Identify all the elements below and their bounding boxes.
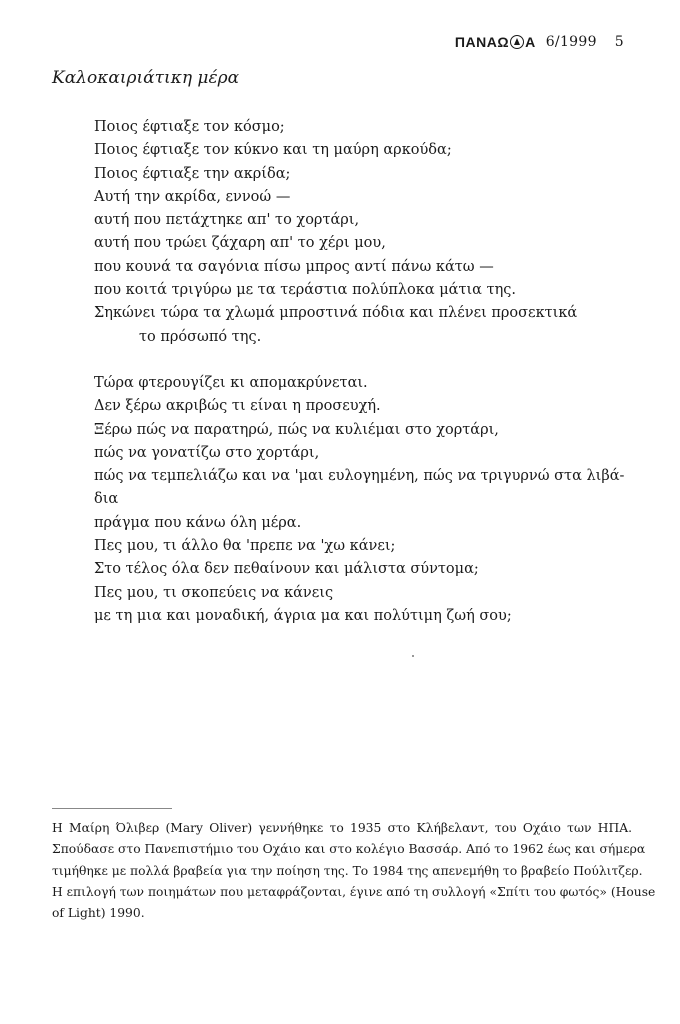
- poem-line: Ποιος έφτιαξε τον κύκνο και τη μαύρη αρκούδα;: [94, 142, 452, 159]
- footnote-divider: [52, 808, 172, 809]
- issue-number: 6/1999: [545, 34, 597, 50]
- poem-line: Ξέρω πώς να παρατηρώ, πώς να κυλιέμαι στο χορτάρι,: [94, 421, 499, 438]
- poem-title: Καλοκαιριάτικη μέρα: [52, 68, 240, 88]
- stanza-1: [94, 116, 634, 349]
- poem-line: Πες μου, τι σκοπεύεις να κάνεις: [94, 584, 334, 601]
- logo-emblem-icon: [510, 35, 524, 49]
- poem-line: Τώρα φτερουγίζει κι απομακρύνεται.: [94, 374, 368, 391]
- poem-line: αυτή που τρώει ζάχαρη απ' το χέρι μου,: [94, 235, 386, 252]
- poem-line: πράγμα που κάνω όλη μέρα.: [94, 514, 302, 531]
- logo-text-right: Α: [525, 34, 536, 50]
- poem-line-indented: το πρόσωπό της.: [139, 328, 262, 345]
- footnote-line: τιμήθηκε με πολλά βραβεία για την ποίηση της. Το 1984 της απενεμήθη το βραβείο Πούλιτζερ.: [52, 863, 643, 878]
- poem-line: αυτή που πετάχτηκε απ' το χορτάρι,: [94, 212, 360, 229]
- magazine-logo: [455, 34, 536, 50]
- poem-line: με τη μια και μοναδική, άγρια μα και πολύτιμη ζωή σου;: [94, 607, 512, 624]
- page-number: 5: [614, 34, 624, 50]
- poem-line: που κοιτά τριγύρω με τα τεράστια πολύπλοκα μάτια της.: [94, 282, 517, 299]
- logo-text-left: ΠΑΝΑΩ: [454, 34, 510, 50]
- print-speck: [412, 655, 414, 657]
- poem-line: Σηκώνει τώρα τα χλωμά μπροστινά πόδια και πλένει προσεκτικά: [94, 305, 578, 322]
- footnote-line: Η Μαίρη Όλιβερ (Mary Oliver) γεννήθηκε το 1935 στο Κλήβελαντ, του Οχάιο των ΗΠΑ.: [52, 821, 632, 835]
- poem-body: [94, 116, 634, 628]
- poem-line: πώς να τεμπελιάζω και να 'μαι ευλογημένη, πώς να τριγυρνώ στα λιβά-: [94, 468, 625, 485]
- poem-line: Ποιος έφτιαξε τον κόσμο;: [94, 119, 285, 135]
- footnote-line: Η επιλογή των ποιημάτων που μεταφράζονται, έγινε από τη συλλογή «Σπίτι του φωτός» (House: [52, 884, 656, 899]
- author-footnote: [52, 818, 656, 924]
- stanza-break: [94, 349, 634, 372]
- poem-line: Ποιος έφτιαξε την ακρίδα;: [94, 165, 291, 182]
- poem-line: Δεν ξέρω ακριβώς τι είναι η προσευχή.: [94, 398, 381, 415]
- page-header: [455, 34, 624, 50]
- poem-line: Αυτή την ακρίδα, εννοώ —: [94, 188, 291, 205]
- stanza-2: [94, 372, 634, 628]
- poem-line: Πες μου, τι άλλο θα 'πρεπε να 'χω κάνει;: [94, 538, 396, 555]
- footnote-line: of Light) 1990.: [52, 906, 145, 921]
- poem-line: που κουνά τα σαγόνια πίσω μπρος αντί πάνω κάτω —: [94, 258, 494, 275]
- poem-line: πώς να γονατίζω στο χορτάρι,: [94, 444, 320, 461]
- poem-line: Στο τέλος όλα δεν πεθαίνουν και μάλιστα σύντομα;: [94, 561, 479, 578]
- poem-line-continuation: δια: [94, 491, 119, 508]
- footnote-line: Σπούδασε στο Πανεπιστήμιο του Οχάιο και στο κολέγιο Βασσάρ. Από το 1962 έως και σήμερα: [52, 842, 646, 857]
